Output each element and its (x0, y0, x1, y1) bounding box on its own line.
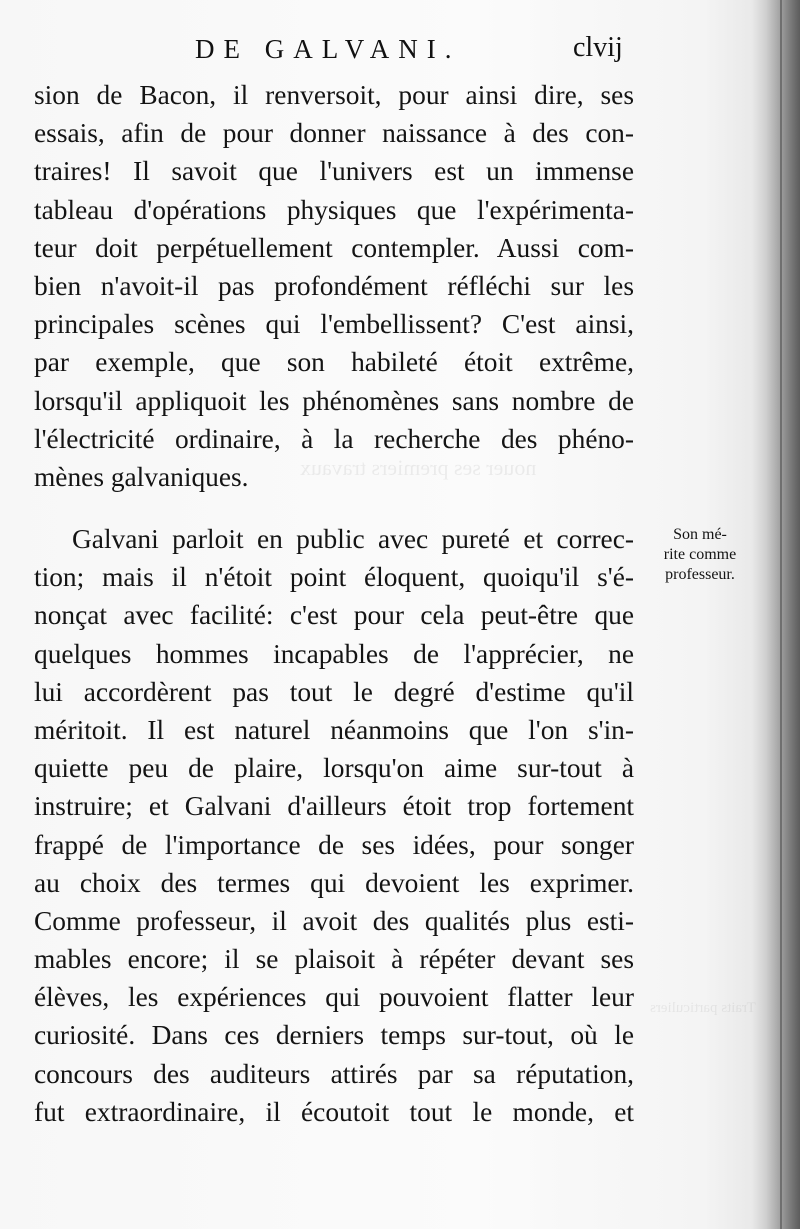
text-line: sion de Bacon, il renversoit, pour ainsi dire, ses (34, 80, 634, 110)
text-line: méritoit. Il est naturel néanmoins que l'on s'in- (34, 714, 634, 745)
show-through-text: nouer ses premiers travaux (300, 455, 537, 480)
text-line: lorsqu'il appliquoit les phénomènes sans nombre de (34, 385, 634, 416)
text-line: nonçat avec facilité: c'est pour cela peut-être que (34, 600, 634, 631)
text-line: Galvani parloit en public avec pureté et correc- (72, 524, 634, 554)
text-line: quelques hommes incapables de l'apprécier, ne (34, 638, 634, 669)
text-line: essais, afin de pour donner naissance à des con- (34, 118, 634, 149)
text-line: curiosité. Dans ces derniers temps sur-tout, où le (34, 1020, 634, 1051)
text-line: l'électricité ordinaire, à la recherche des phéno- (34, 423, 634, 454)
page-gutter-shadow (766, 0, 800, 1229)
text-line: tion; mais il n'étoit point éloquent, quoiqu'il s'é- (34, 562, 634, 593)
running-title: DE GALVANI. (195, 34, 461, 64)
paragraph-2 (34, 520, 634, 1131)
text-line: frappé de l'importance de ses idées, pour songer (34, 829, 634, 860)
margin-note-line: professeur. (665, 566, 735, 583)
margin-note-line: rite comme (663, 546, 737, 563)
page-number: clvij (573, 32, 623, 63)
text-line: Comme professeur, il avoit des qualités plus esti- (34, 905, 634, 936)
show-through-margin: Traits particuliers (650, 1000, 756, 1016)
text-line: bien n'avoit-il pas profondément réfléchi sur les (34, 270, 634, 301)
text-line: instruire; et Galvani d'ailleurs étoit trop fortement (34, 791, 634, 822)
text-line: par exemple, que son habileté étoit extrême, (34, 347, 634, 378)
text-line: principales scènes qui l'embellissent? C'est ainsi, (34, 309, 634, 340)
margin-note (640, 525, 760, 585)
text-line: mènes galvaniques. (34, 461, 249, 492)
text-line: quiette peu de plaire, lorsqu'on aime sur-tout à (34, 753, 634, 784)
margin-note-line: Son mé- (673, 526, 727, 543)
text-line: au choix des termes qui devoient les exprimer. (34, 867, 634, 898)
text-line: teur doit perpétuellement contempler. Aussi com- (34, 232, 634, 263)
text-line: fut extraordinaire, il écoutoit tout le monde, et (34, 1096, 634, 1127)
paragraph-1 (34, 76, 634, 496)
text-line: tableau d'opérations physiques que l'expérimenta- (34, 194, 634, 225)
page-edge-line (780, 0, 782, 1229)
text-line: concours des auditeurs attirés par sa réputation, (34, 1058, 634, 1089)
text-line: élèves, les expériences qui pouvoient flatter leur (34, 982, 634, 1013)
text-line: mables encore; il se plaisoit à répéter devant ses (34, 944, 634, 975)
text-line: traires! Il savoit que l'univers est un immense (34, 156, 634, 187)
text-line: lui accordèrent pas tout le degré d'estime qu'il (34, 676, 634, 707)
